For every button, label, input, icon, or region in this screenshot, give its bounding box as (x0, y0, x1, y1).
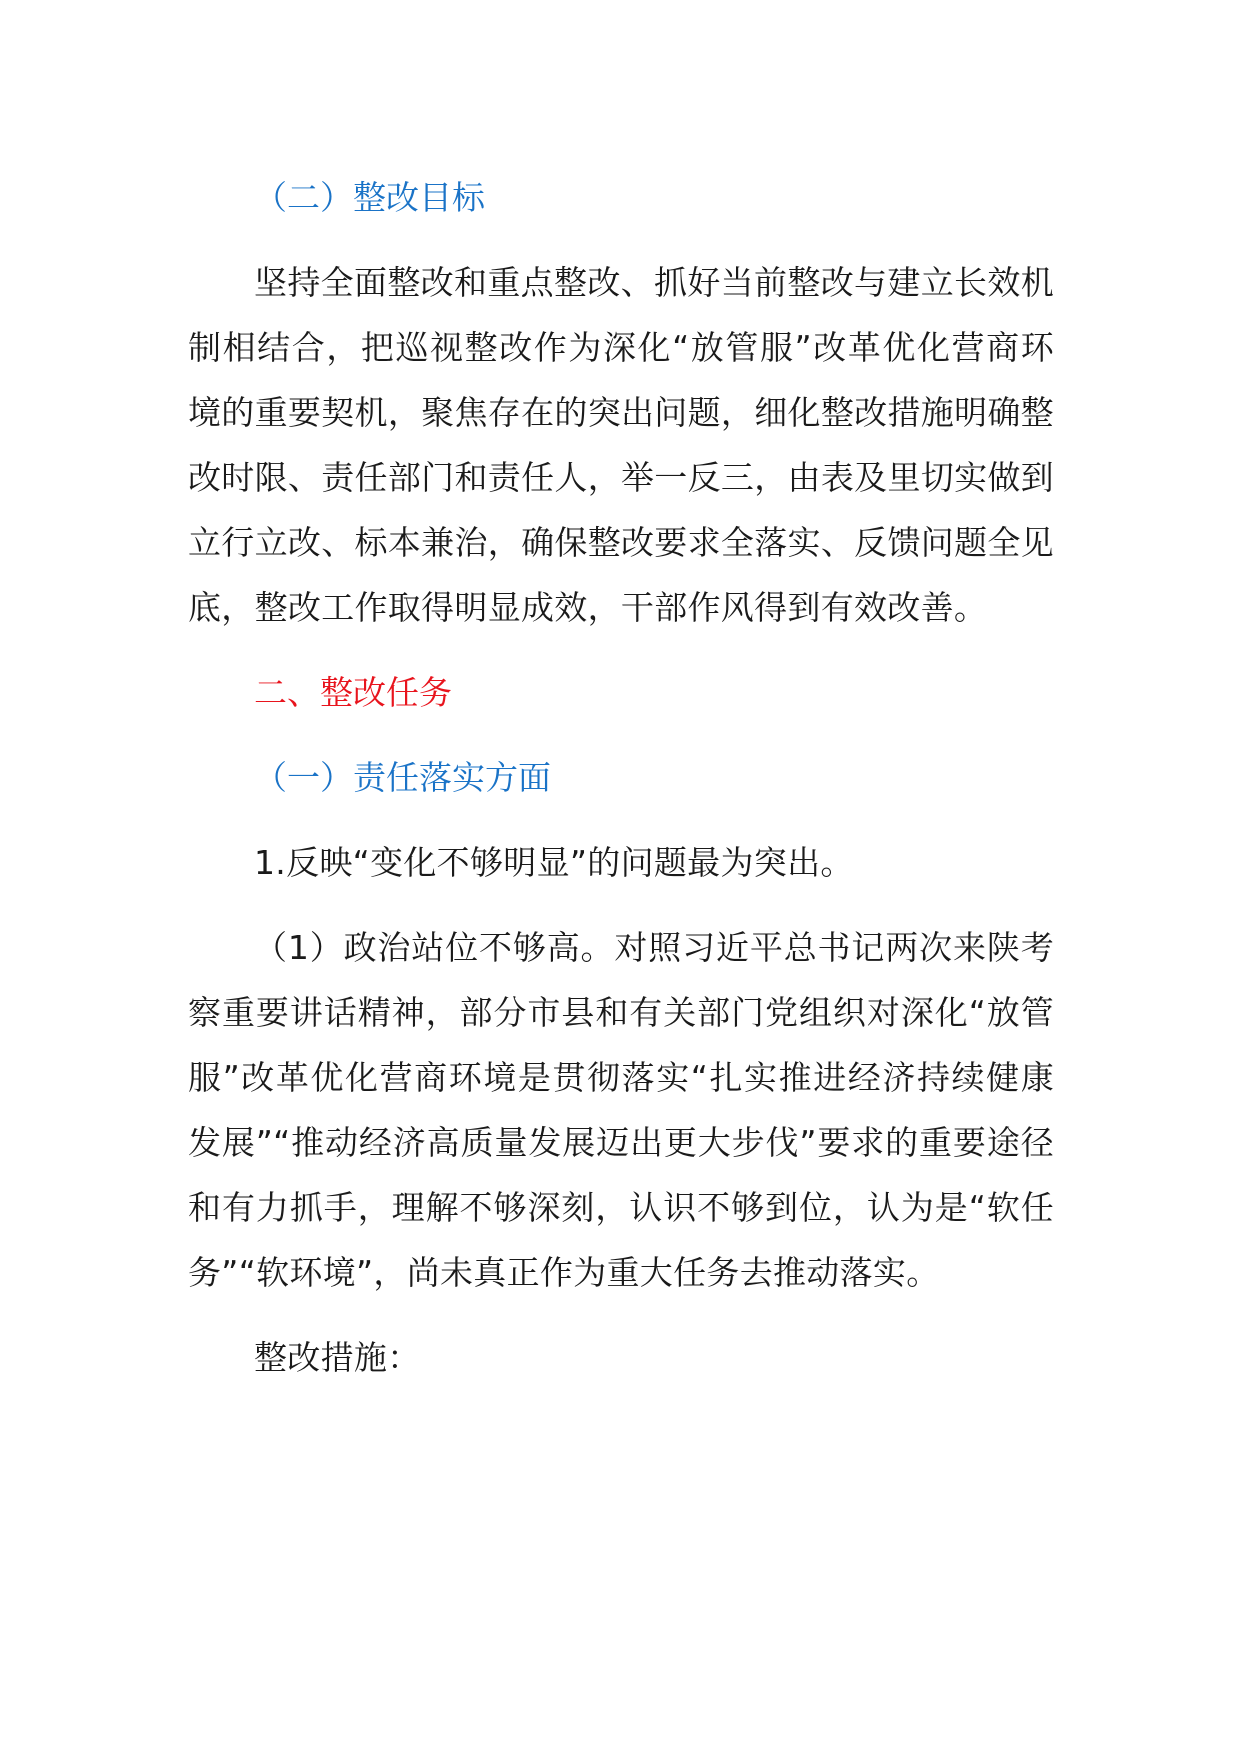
section-heading-responsibility: （一）责任落实方面 (254, 758, 551, 797)
section-heading-tasks: 二、整改任务 (254, 673, 452, 712)
document-body (188, 165, 1054, 1410)
paragraph-item-1-1: （1）政治站位不够高。对照习近平总书记两次来陕考察重要讲话精神，部分市县和有关部门党组织对深化“放管服”改革优化营商环境是贯彻落实“扎实推进经济持续健康发展”“推动经济高质量发展迈出更大步伐”要求的重要途径和有力抓手，理解不够深刻，认识不够到位，认为是“软任务”“软环境”，尚未真正作为重大任务去推动落实。 (188, 928, 1054, 1292)
paragraph-item-1: 1.反映“变化不够明显”的问题最为突出。 (254, 843, 854, 882)
measures-label: 整改措施： (254, 1338, 421, 1377)
paragraph-goal: 坚持全面整改和重点整改、抓好当前整改与建立长效机制相结合，把巡视整改作为深化“放管服”改革优化营商环境的重要契机，聚焦存在的突出问题，细化整改措施明确整改时限、责任部门和责任人，举一反三，由表及里切实做到立行立改、标本兼治，确保整改要求全落实、反馈问题全见底，整改工作取得明显成效，干部作风得到有效改善。 (188, 263, 1054, 627)
section-heading-goal: （二）整改目标 (254, 178, 485, 217)
